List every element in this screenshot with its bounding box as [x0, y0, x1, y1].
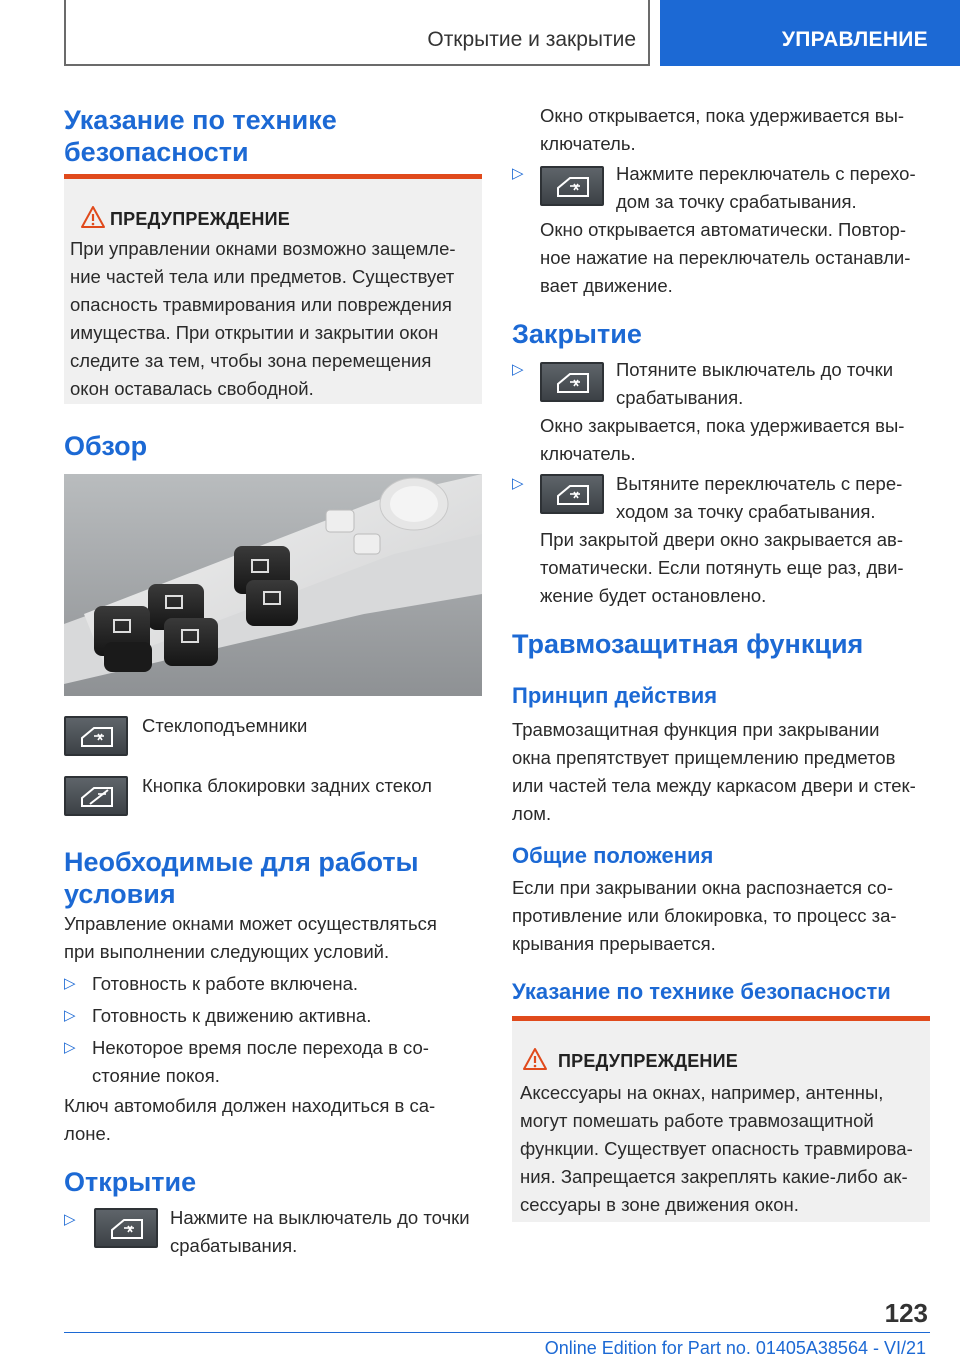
header-chapter-title: УПРАВЛЕНИЕ [781, 28, 928, 51]
closing-step-2: Вытяните переключатель с пере- ходом за точку срабатывания. [616, 473, 903, 522]
bullet-icon: ▷ [64, 975, 76, 992]
requirements-heading-line1: Необходимые для работы [64, 847, 419, 877]
requirement-item: Некоторое время после перехода в со- стояние покоя. [92, 1037, 429, 1086]
window-switch-icon [94, 1208, 158, 1248]
window-switch-panel-photo [64, 474, 482, 696]
rear-window-lock-icon [64, 776, 128, 816]
edition-note: Online Edition for Part no. 01405A38564 - VI/21 [544, 1338, 926, 1358]
warning-title: ПРЕДУПРЕЖДЕНИЕ [110, 209, 290, 229]
requirements-intro: Управление окнами может осуществляться при выполнении следующих условий. [64, 913, 437, 962]
key-in-car-note: Ключ автомобиля должен находиться в са- лоне. [64, 1095, 436, 1144]
legend-window-switch-label: Стеклоподъемники [142, 715, 308, 736]
window-switch-icon [64, 716, 128, 756]
warning-box [64, 174, 482, 404]
bullet-icon: ▷ [512, 165, 524, 182]
warning-text: Аксессуары на окнах, например, антенны, могут помешать работе травмозащитной функции. Существует опасность травмирова- ния. Запрещается закреплять какие-либо ак- сессуары в зоне движения окон. [520, 1082, 913, 1215]
safety-heading-2: Указание по технике безопасности [512, 979, 891, 1004]
closing-step-1: Потяните выключатель до точки срабатывания. [616, 359, 894, 408]
page-number: 123 [884, 1298, 928, 1328]
opening-step-1-result: Окно открывается, пока удерживается вы- ключатель. [540, 105, 905, 154]
closing-step-2-result: При закрытой двери окно закрывается ав- томатически. Если потянуть еще раз, дви- жение будет остановлено. [540, 529, 904, 606]
general-heading: Общие положения [512, 843, 714, 868]
opening-heading: Открытие [64, 1167, 197, 1197]
bullet-icon: ▷ [512, 475, 524, 492]
window-switch-icon [540, 474, 604, 514]
requirement-item: Готовность к движению активна. [92, 1005, 372, 1026]
window-switch-icon [540, 166, 604, 206]
bullet-icon: ▷ [64, 1007, 76, 1024]
closing-step-1-result: Окно закрывается, пока удерживается вы- ключатель. [540, 415, 905, 464]
warning-text: При управлении окнами возможно защемле- ние частей тела или предметов. Существует опасность травмирования или повреждения имущества. При открытии и закрытии окон следите за тем, чтобы зона перемещения окон оставалась свободной. [70, 238, 456, 399]
footer-divider [64, 1332, 930, 1333]
safety-heading-line2: безопасности [64, 137, 249, 167]
bullet-icon: ▷ [64, 1039, 76, 1056]
opening-step-2-result: Окно открывается автоматически. Повтор- ное нажатие на переключатель останавли- вает движение. [540, 219, 911, 296]
opening-step-1: Нажмите на выключатель до точки срабатывания. [170, 1207, 470, 1256]
general-text: Если при закрывании окна распознается со- противление или блокировка, то процесс за- крывания прерывается. [512, 877, 897, 954]
header-section-title: Открытие и закрытие [427, 28, 636, 51]
requirement-item: Готовность к работе включена. [92, 973, 359, 994]
window-switch-icon [540, 362, 604, 402]
closing-heading: Закрытие [512, 319, 642, 349]
warning-box [512, 1016, 930, 1222]
legend-rear-lock-label: Кнопка блокировки задних стекол [142, 775, 432, 796]
warning-triangle-icon [80, 205, 106, 229]
bullet-icon: ▷ [64, 1211, 76, 1228]
warning-triangle-icon [522, 1047, 548, 1071]
requirements-heading-line2: условия [64, 879, 176, 909]
overview-heading: Обзор [64, 431, 148, 461]
anti-pinch-heading: Травмозащитная функция [512, 629, 864, 659]
safety-heading-line1: Указание по технике [64, 105, 337, 135]
warning-title: ПРЕДУПРЕЖДЕНИЕ [558, 1051, 738, 1071]
principle-heading: Принцип действия [512, 683, 718, 708]
opening-step-2: Нажмите переключатель с перехо- дом за точку срабатывания. [616, 163, 916, 212]
bullet-icon: ▷ [512, 361, 524, 378]
principle-text: Травмозащитная функция при закрывании окна препятствует прищемлению предметов или частей тела между каркасом двери и стек- лом. [512, 719, 916, 824]
